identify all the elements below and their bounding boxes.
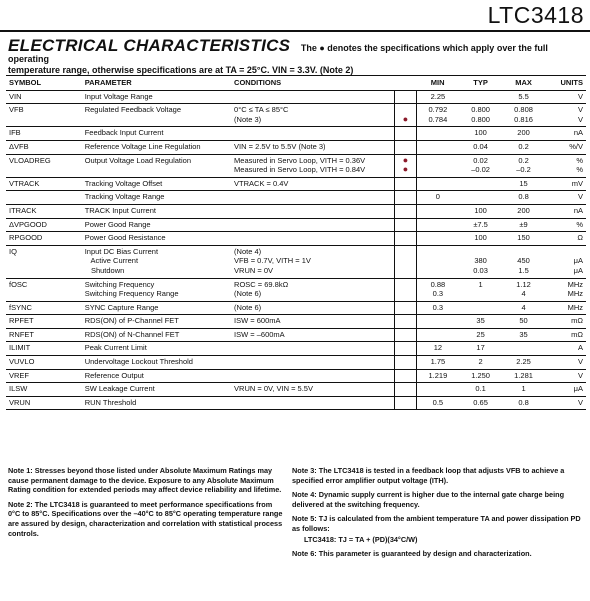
- table-row: [6, 127, 586, 141]
- cell-symbol: [6, 191, 82, 205]
- cell-max: 450 1.5: [502, 245, 545, 278]
- note-2: Note 2: The LTC3418 is guaranteed to meet performance specifications from 0°C to 85°C. Specifications over the –40°C to 85°C operating temperature range are assured by design, characterization and correlation with statistical process controls.: [8, 499, 283, 538]
- cell-symbol: RPFET: [6, 315, 82, 329]
- table-row: [6, 154, 586, 177]
- cell-typ: 380 0.03: [459, 245, 502, 278]
- section-title: ELECTRICAL CHARACTERISTICS: [8, 36, 291, 55]
- cell-min: [416, 232, 459, 246]
- cell-conditions: [231, 342, 395, 356]
- cell-units: V: [545, 356, 586, 370]
- table-row: [6, 191, 586, 205]
- cell-min: [416, 315, 459, 329]
- table-row: [6, 328, 586, 342]
- note-6: Note 6: This parameter is guaranteed by design and characterization.: [292, 549, 532, 559]
- cell-parameter: RUN Threshold: [82, 396, 231, 410]
- cell-units: % %: [545, 154, 586, 177]
- cell-min: 12: [416, 342, 459, 356]
- notes-left-column: [8, 466, 283, 543]
- cell-units: A: [545, 342, 586, 356]
- cell-parameter: Tracking Voltage Range: [82, 191, 231, 205]
- cell-typ: 1: [459, 278, 502, 301]
- cell-symbol: ITRACK: [6, 204, 82, 218]
- cell-conditions: [231, 369, 395, 383]
- cell-conditions: 0°C ≤ TA ≤ 85°C (Note 3): [231, 104, 395, 127]
- cell-units: %/V: [545, 140, 586, 154]
- cell-parameter: Undervoltage Lockout Threshold: [82, 356, 231, 370]
- cell-typ: 35: [459, 315, 502, 329]
- table-row: [6, 342, 586, 356]
- cell-conditions: (Note 4) VFB = 0.7V, VITH = 1V VRUN = 0V: [231, 245, 395, 278]
- table-row: [6, 278, 586, 301]
- col-parameter: PARAMETER: [82, 76, 231, 91]
- cell-conditions: VRUN = 0V, VIN = 5.5V: [231, 383, 395, 397]
- cell-max: 35: [502, 328, 545, 342]
- cell-max: 4: [502, 301, 545, 315]
- cell-parameter: Regulated Feedback Voltage: [82, 104, 231, 127]
- cell-dot: ● ●: [395, 154, 416, 177]
- cell-max: 2.25: [502, 356, 545, 370]
- cell-conditions: ISW = 600mA: [231, 315, 395, 329]
- cell-units: MHz MHz: [545, 278, 586, 301]
- cell-min: 0.88 0.3: [416, 278, 459, 301]
- note-1: Note 1: Stresses beyond those listed under Absolute Maximum Ratings may cause permanent damage to the device. Exposure to any Absolute Maximum Rating condition for extended periods may affect device reliability and lifetime.: [8, 466, 282, 495]
- cell-conditions: [231, 396, 395, 410]
- cell-parameter: Peak Current Limit: [82, 342, 231, 356]
- cell-typ: [459, 191, 502, 205]
- cell-units: μA: [545, 383, 586, 397]
- table-row: [6, 204, 586, 218]
- cell-max: 1.281: [502, 369, 545, 383]
- cell-max: 200: [502, 204, 545, 218]
- cell-dot: [395, 204, 416, 218]
- cell-typ: 100: [459, 204, 502, 218]
- cell-max: 15: [502, 177, 545, 191]
- cell-max: 150: [502, 232, 545, 246]
- cell-min: [416, 140, 459, 154]
- cell-symbol: VLOADREG: [6, 154, 82, 177]
- cell-units: MHz: [545, 301, 586, 315]
- cell-conditions: ROSC = 69.8kΩ (Note 6): [231, 278, 395, 301]
- cell-conditions: [231, 204, 395, 218]
- cell-dot: ●: [395, 104, 416, 127]
- cell-min: [416, 245, 459, 278]
- cell-symbol: RPGOOD: [6, 232, 82, 246]
- cell-dot: [395, 140, 416, 154]
- cell-dot: [395, 383, 416, 397]
- cell-symbol: VRUN: [6, 396, 82, 410]
- cell-symbol: VREF: [6, 369, 82, 383]
- col-symbol: SYMBOL: [6, 76, 82, 91]
- table-row: [6, 218, 586, 232]
- cell-min: 0.5: [416, 396, 459, 410]
- cell-units: V: [545, 369, 586, 383]
- cell-parameter: Output Voltage Load Regulation: [82, 154, 231, 177]
- cell-units: %: [545, 218, 586, 232]
- cell-conditions: (Note 6): [231, 301, 395, 315]
- cell-parameter: SYNC Capture Range: [82, 301, 231, 315]
- cell-dot: [395, 396, 416, 410]
- col-max: MAX: [502, 76, 545, 91]
- cell-min: [416, 154, 459, 177]
- cell-typ: 17: [459, 342, 502, 356]
- cell-max: 0.8: [502, 191, 545, 205]
- cell-dot: [395, 245, 416, 278]
- col-conditions: CONDITIONS: [231, 76, 395, 91]
- cell-symbol: ILSW: [6, 383, 82, 397]
- cell-parameter: Power Good Resistance: [82, 232, 231, 246]
- cell-typ: 0.04: [459, 140, 502, 154]
- cell-parameter: Switching Frequency Switching Frequency Range: [82, 278, 231, 301]
- cell-min: 0: [416, 191, 459, 205]
- cell-max: 0.8: [502, 396, 545, 410]
- cell-units: nA: [545, 204, 586, 218]
- cell-typ: 100: [459, 232, 502, 246]
- cell-typ: ±7.5: [459, 218, 502, 232]
- cell-parameter: SW Leakage Current: [82, 383, 231, 397]
- table-row: [6, 396, 586, 410]
- cell-dot: [395, 177, 416, 191]
- cell-units: V: [545, 90, 586, 104]
- cell-symbol: ΔVPGOOD: [6, 218, 82, 232]
- cell-dot: [395, 369, 416, 383]
- cell-max: 0.808 0.816: [502, 104, 545, 127]
- cell-units: μA μA: [545, 245, 586, 278]
- cell-parameter: Input Voltage Range: [82, 90, 231, 104]
- cell-min: 2.25: [416, 90, 459, 104]
- cell-max: 1.12 4: [502, 278, 545, 301]
- cell-parameter: RDS(ON) of P-Channel FET: [82, 315, 231, 329]
- cell-units: V: [545, 191, 586, 205]
- cell-typ: 0.65: [459, 396, 502, 410]
- cell-units: nA: [545, 127, 586, 141]
- note-3: Note 3: The LTC3418 is tested in a feedback loop that adjusts VFB to achieve a specified error amplifier output voltage (ITH).: [292, 466, 565, 485]
- cell-typ: [459, 90, 502, 104]
- cell-max: 5.5: [502, 90, 545, 104]
- notes-right-column: [292, 466, 584, 564]
- cell-conditions: [231, 218, 395, 232]
- cell-dot: [395, 191, 416, 205]
- cell-dot: [395, 328, 416, 342]
- cell-symbol: VFB: [6, 104, 82, 127]
- header-rule: [0, 30, 590, 32]
- cell-max: 1: [502, 383, 545, 397]
- col-units: UNITS: [545, 76, 586, 91]
- table-header-row: [6, 76, 586, 91]
- cell-min: [416, 218, 459, 232]
- cell-typ: 0.1: [459, 383, 502, 397]
- cell-max: 0.2 –0.2: [502, 154, 545, 177]
- cell-min: [416, 177, 459, 191]
- cell-typ: [459, 177, 502, 191]
- note-5-formula: LTC3418: TJ = TA + (PD)(34°C/W): [304, 534, 418, 544]
- cell-parameter: RDS(ON) of N-Channel FET: [82, 328, 231, 342]
- cell-units: mV: [545, 177, 586, 191]
- cell-dot: [395, 278, 416, 301]
- cell-dot: [395, 127, 416, 141]
- cell-dot: [395, 90, 416, 104]
- cell-parameter: TRACK Input Current: [82, 204, 231, 218]
- cell-min: [416, 383, 459, 397]
- table-row: [6, 315, 586, 329]
- note-4: Note 4: Dynamic supply current is higher due to the internal gate charge being delivered at the switching frequency.: [292, 490, 565, 509]
- cell-min: 1.219: [416, 369, 459, 383]
- table-row: [6, 245, 586, 278]
- heading-line-2: temperature range, otherwise specifications are at TA = 25°C. VIN = 3.3V. (Note 2): [8, 65, 354, 75]
- table-row: [6, 369, 586, 383]
- cell-min: 0.792 0.784: [416, 104, 459, 127]
- cell-conditions: [231, 232, 395, 246]
- cell-min: [416, 127, 459, 141]
- cell-typ: [459, 301, 502, 315]
- cell-conditions: ISW = –600mA: [231, 328, 395, 342]
- cell-symbol: RNFET: [6, 328, 82, 342]
- cell-dot: [395, 315, 416, 329]
- section-heading: [8, 36, 583, 76]
- part-number: LTC3418: [487, 2, 584, 28]
- electrical-characteristics-table: [6, 75, 586, 410]
- cell-typ: 25: [459, 328, 502, 342]
- cell-symbol: ΔVFB: [6, 140, 82, 154]
- cell-parameter: Power Good Range: [82, 218, 231, 232]
- col-min: MIN: [416, 76, 459, 91]
- cell-symbol: ILIMIT: [6, 342, 82, 356]
- cell-symbol: fSYNC: [6, 301, 82, 315]
- cell-max: 200: [502, 127, 545, 141]
- cell-units: V: [545, 396, 586, 410]
- table-row: [6, 90, 586, 104]
- cell-typ: 2: [459, 356, 502, 370]
- cell-symbol: IQ: [6, 245, 82, 278]
- cell-symbol: VIN: [6, 90, 82, 104]
- cell-conditions: [231, 356, 395, 370]
- cell-conditions: VIN = 2.5V to 5.5V (Note 3): [231, 140, 395, 154]
- table-row: [6, 140, 586, 154]
- cell-symbol: VTRACK: [6, 177, 82, 191]
- cell-dot: [395, 356, 416, 370]
- cell-units: Ω: [545, 232, 586, 246]
- cell-conditions: Measured in Servo Loop, VITH = 0.36V Measured in Servo Loop, VITH = 0.84V: [231, 154, 395, 177]
- cell-parameter: Input DC Bias Current Active Current Shutdown: [82, 245, 231, 278]
- cell-symbol: VUVLO: [6, 356, 82, 370]
- cell-typ: 0.02 –0.02: [459, 154, 502, 177]
- cell-min: 1.75: [416, 356, 459, 370]
- table-row: [6, 301, 586, 315]
- cell-typ: 1.250: [459, 369, 502, 383]
- cell-max: 0.2: [502, 140, 545, 154]
- table-row: [6, 383, 586, 397]
- cell-conditions: VTRACK = 0.4V: [231, 177, 395, 191]
- cell-min: [416, 328, 459, 342]
- cell-dot: [395, 218, 416, 232]
- cell-conditions: [231, 191, 395, 205]
- cell-parameter: Reference Output: [82, 369, 231, 383]
- table-row: [6, 104, 586, 127]
- cell-max: 50: [502, 315, 545, 329]
- cell-typ: 0.800 0.800: [459, 104, 502, 127]
- cell-min: 0.3: [416, 301, 459, 315]
- heading-line-1: The ● denotes the specifications which apply over the full operating: [8, 43, 548, 64]
- cell-units: mΩ: [545, 328, 586, 342]
- cell-conditions: [231, 127, 395, 141]
- cell-parameter: Feedback Input Current: [82, 127, 231, 141]
- cell-max: ±9: [502, 218, 545, 232]
- cell-symbol: IFB: [6, 127, 82, 141]
- cell-parameter: Reference Voltage Line Regulation: [82, 140, 231, 154]
- cell-units: V V: [545, 104, 586, 127]
- note-5: Note 5: TJ is calculated from the ambient temperature TA and power dissipation PD as follows:: [292, 514, 581, 533]
- table-row: [6, 177, 586, 191]
- cell-max: [502, 342, 545, 356]
- col-typ: TYP: [459, 76, 502, 91]
- cell-parameter: Tracking Voltage Offset: [82, 177, 231, 191]
- cell-conditions: [231, 90, 395, 104]
- table-row: [6, 232, 586, 246]
- cell-symbol: fOSC: [6, 278, 82, 301]
- cell-typ: 100: [459, 127, 502, 141]
- table-row: [6, 356, 586, 370]
- cell-units: mΩ: [545, 315, 586, 329]
- cell-dot: [395, 232, 416, 246]
- cell-min: [416, 204, 459, 218]
- col-dot: [395, 76, 416, 91]
- cell-dot: [395, 301, 416, 315]
- cell-dot: [395, 342, 416, 356]
